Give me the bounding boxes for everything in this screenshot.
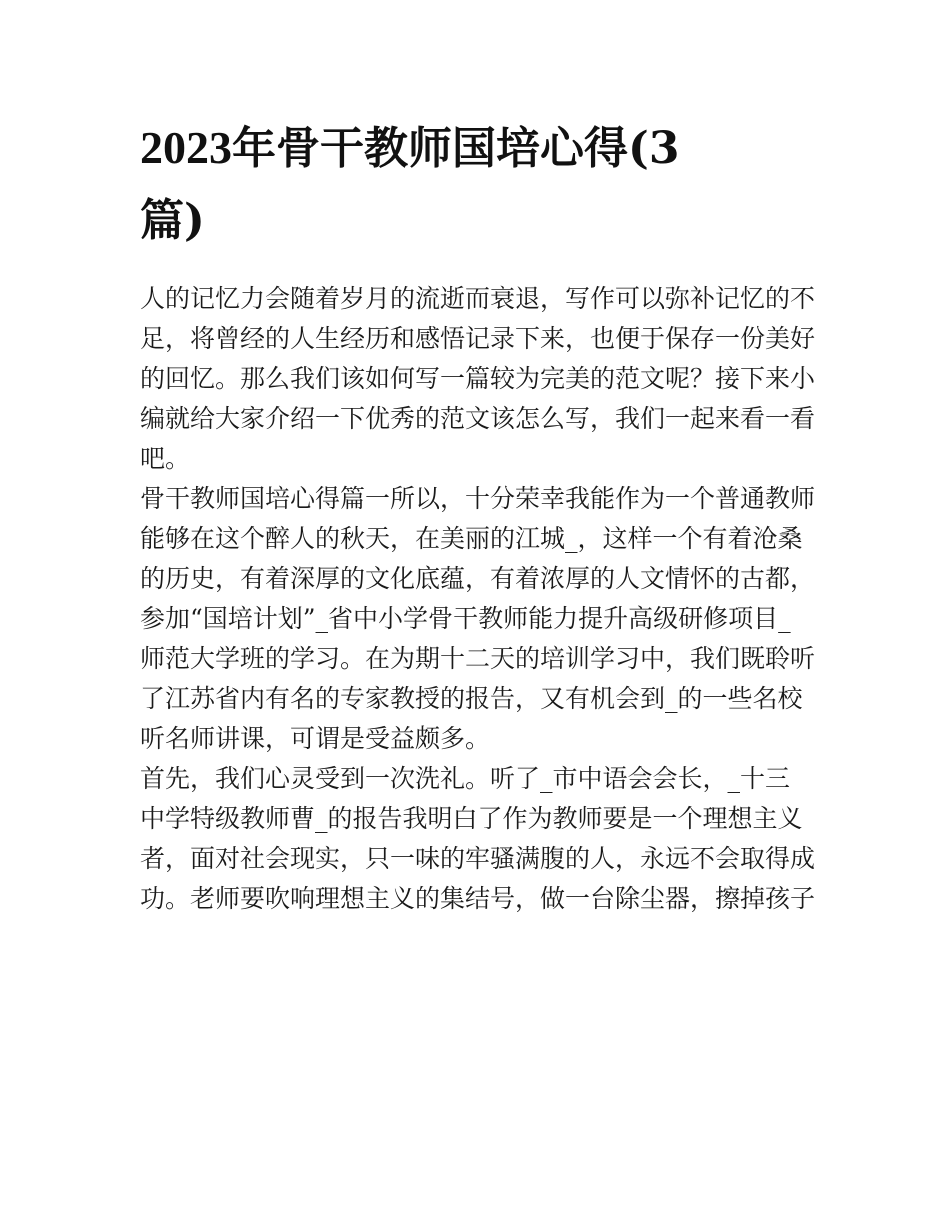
paragraph-line: 能够在这个醉人的秋天，在美丽的江城_，这样一个有着沧桑 — [140, 524, 803, 553]
paragraph-line: 吧。 — [140, 444, 191, 473]
title-text-line1: 年骨干教师国培心得(3 — [232, 123, 680, 174]
paragraph-line: 参加“国培计划”_省中小学骨干教师能力提升高级研修项目_ — [140, 604, 791, 633]
document-content — [140, 112, 816, 919]
title-year: 2023 — [140, 122, 232, 173]
paragraph-line: 中学特级教师曹_的报告我明白了作为教师要是一个理想主义 — [140, 804, 803, 833]
title-text-line2: 篇) — [140, 195, 205, 246]
paragraph-line: 者，面对社会现实，只一味的牢骚满腹的人，永远不会取得成 — [140, 844, 816, 873]
paragraph-line: 听名师讲课，可谓是受益颇多。 — [140, 724, 491, 753]
paragraph-first-point — [140, 759, 816, 919]
document-body — [140, 279, 816, 919]
paragraph-article-one — [140, 479, 816, 759]
paragraph-intro — [140, 279, 816, 479]
paragraph-line: 师范大学班的学习。在为期十二天的培训学习中，我们既聆听 — [140, 644, 816, 673]
paragraph-line: 功。老师要吹响理想主义的集结号，做一台除尘器，擦掉孩子 — [140, 884, 816, 913]
paragraph-line: 首先，我们心灵受到一次洗礼。听了_市中语会会长，_十三 — [140, 764, 791, 793]
paragraph-line: 编就给大家介绍一下优秀的范文该怎么写，我们一起来看一看 — [140, 404, 816, 433]
document-title — [140, 112, 812, 257]
paragraph-line: 的历史，有着深厚的文化底蕴，有着浓厚的人文情怀的古都， — [140, 564, 816, 593]
paragraph-line: 了江苏省内有名的专家教授的报告，又有机会到_的一些名校 — [140, 684, 803, 713]
paragraph-line: 人的记忆力会随着岁月的流逝而衰退，写作可以弥补记忆的不 — [140, 284, 816, 313]
paragraph-line: 骨干教师国培心得篇一所以，十分荣幸我能作为一个普通教师 — [140, 484, 816, 513]
paragraph-line: 的回忆。那么我们该如何写一篇较为完美的范文呢？接下来小 — [140, 364, 816, 393]
paragraph-line: 足，将曾经的人生经历和感悟记录下来，也便于保存一份美好 — [140, 324, 816, 353]
